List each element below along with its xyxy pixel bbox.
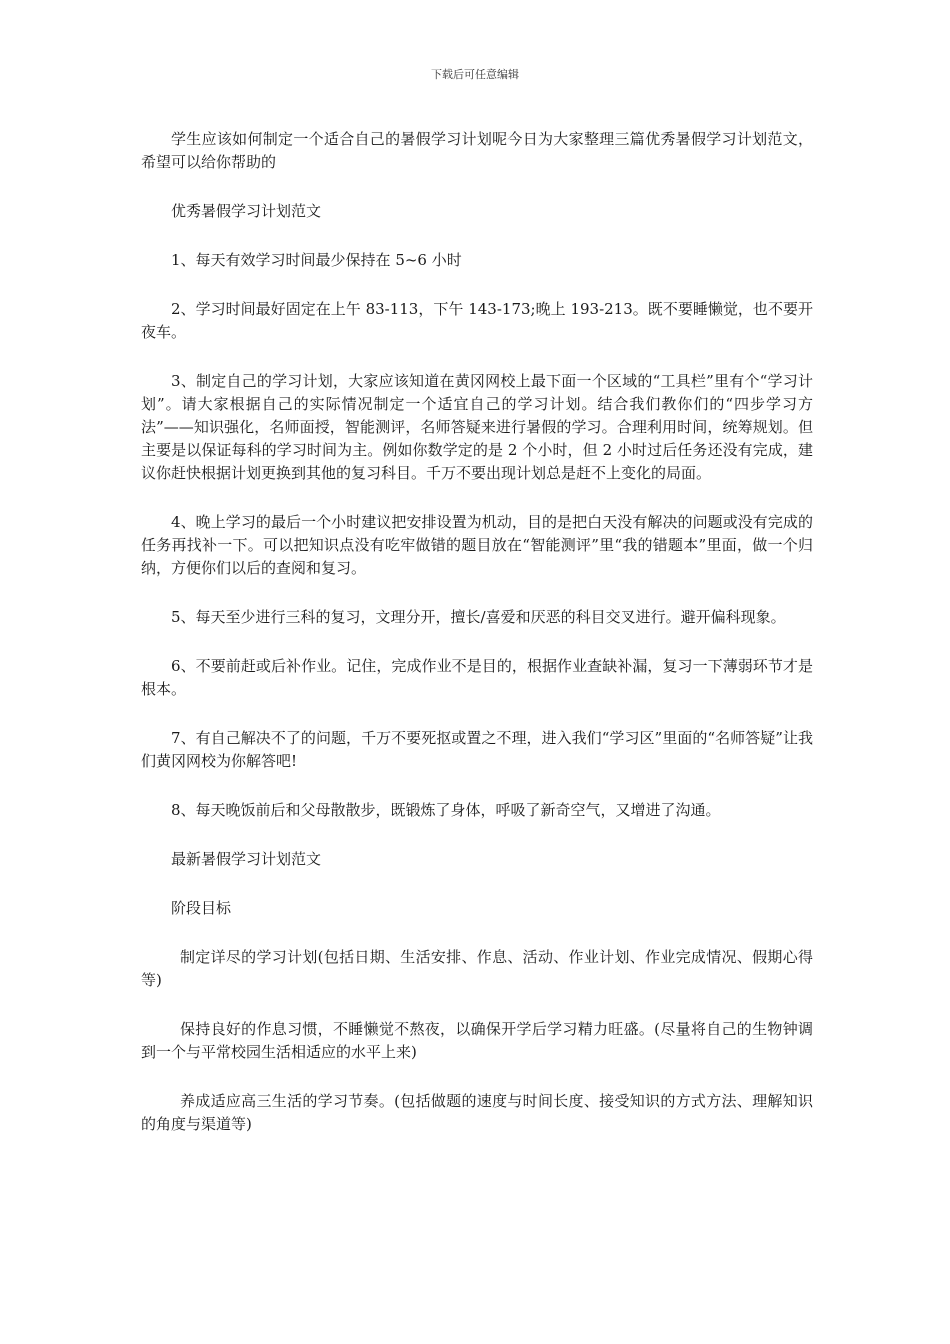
list-item-7: 7、有自己解决不了的问题，千万不要死抠或置之不理，进入我们“学习区”里面的“名师答疑”让我们黄冈网校为你解答吧! [141,729,813,770]
page-header: 下载后可任意编辑 [431,68,519,81]
list-item-6: 6、不要前赶或后补作业。记住，完成作业不是目的，根据作业查缺补漏，复习一下薄弱环节才是根本。 [141,657,813,698]
goal-paragraph-2: 保持良好的作息习惯，不睡懒觉不熬夜，以确保开学后学习精力旺盛。(尽量将自己的生物钟调到一个与平常校园生活相适应的水平上来) [141,1020,813,1061]
list-item-4: 4、晚上学习的最后一个小时建议把安排设置为机动，目的是把白天没有解决的问题或没有完成的任务再找补一下。可以把知识点没有吃牢做错的题目放在“智能测评”里“我的错题本”里面，做一个归纳，方便你们以后的查阅和复习。 [141,513,813,577]
goal-paragraph-1: 制定详尽的学习计划(包括日期、生活安排、作息、活动、作业计划、作业完成情况、假期心得等) [141,948,813,989]
list-item-3: 3、制定自己的学习计划，大家应该知道在黄冈网校上最下面一个区域的“工具栏”里有个“学习计划”。请大家根据自己的实际情况制定一个适宜自己的学习计划。结合我们教你们的“四步学习方法”——知识强化，名师面授，智能测评，名师答疑来进行暑假的学习。合理利用时间，统筹规划。但主要是以保证每科的学习时间为主。例如你数学定的是 2 个小时，但 2 小时过后任务还没有完成，建议你赶快根据计划更换到其他的复习科目。千万不要出现计划总是赶不上变化的局面。 [141,372,813,482]
section-heading-excellent-plan: 优秀暑假学习计划范文 [171,202,322,220]
goal-paragraph-3: 养成适应高三生活的学习节奏。(包括做题的速度与时间长度、接受知识的方式方法、理解知识的角度与渠道等) [141,1092,813,1133]
intro-paragraph: 学生应该如何制定一个适合自己的暑假学习计划呢今日为大家整理三篇优秀暑假学习计划范文，希望可以给你帮助的 [141,130,813,171]
subheading-stage-goals: 阶段目标 [171,899,232,917]
list-item-5: 5、每天至少进行三科的复习，文理分开，擅长/喜爱和厌恶的科目交叉进行。避开偏科现象。 [171,608,786,626]
document-body [141,128,813,1162]
list-item-8: 8、每天晚饭前后和父母散散步，既锻炼了身体，呼吸了新奇空气，又增进了沟通。 [171,801,721,819]
list-item-1: 1、每天有效学习时间最少保持在 5~6 小时 [171,251,462,269]
list-item-2: 2、学习时间最好固定在上午 83-113，下午 143-173;晚上 193-213。既不要睡懒觉，也不要开夜车。 [141,300,813,341]
section-heading-latest-plan: 最新暑假学习计划范文 [171,850,322,868]
